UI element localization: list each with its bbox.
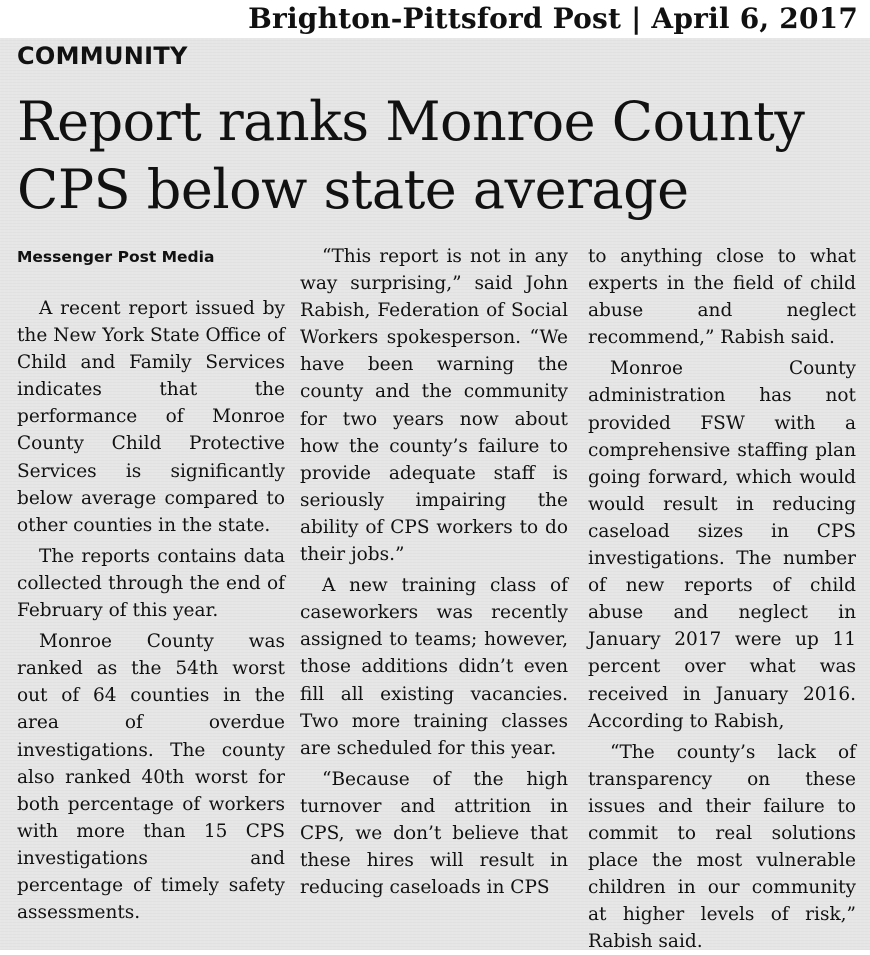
section-label: COMMUNITY (17, 42, 188, 70)
article-column-1 (17, 243, 285, 926)
byline: Messenger Post Media (17, 248, 215, 266)
article-column-2 (300, 243, 568, 901)
paragraph: “This report is not in any way surprising,” said John Rabish, Federation of Social Workers spokesperson. “We have been warning the county and the community for two years now about how the county’s failure to provide adequate staff is seriously impairing the ability of CPS workers to do their jobs.” (300, 246, 568, 566)
headline-line-2: CPS below state average (17, 158, 689, 221)
paragraph: to anything close to what experts in the field of child abuse and neglect recommend,” Rabish said. (588, 246, 856, 349)
paragraph: A new training class of caseworkers was recently assigned to teams; however, those additions didn’t even fill all existing vacancies. Two more training classes are scheduled for this year. (300, 575, 568, 759)
paragraph: Monroe County administration has not provided FSW with a comprehensive staffing plan going forward, which would would result in reducing caseload sizes in CPS investigations. The number of new reports of child abuse and neglect in January 2017 were up 11 percent over what was received in January 2016. According to Rabish, (588, 358, 856, 732)
paragraph: “Because of the high turnover and attrition in CPS, we don’t believe that these hires will result in reducing caseloads in CPS (300, 768, 568, 899)
article-column-3 (588, 243, 856, 955)
headline-line-1: Report ranks Monroe County (17, 90, 805, 153)
headline (17, 88, 862, 224)
paragraph: Monroe County was ranked as the 54th worst out of 64 counties in the area of overdue investigations. The county also ranked 40th worst for both percentage of workers with more than 15 CPS investigations and percentage of timely safety assessments. (17, 631, 285, 924)
paragraph: “The county’s lack of transparency on these issues and their failure to commit to real solutions place the most vulnerable children in our community at higher levels of risk,” Rabish said. (588, 741, 856, 953)
paragraph: The reports contains data collected through the end of February of this year. (17, 545, 285, 622)
masthead: Brighton-Pittsford Post | April 6, 2017 (248, 2, 858, 35)
paragraph: A recent report issued by the New York State Office of Child and Family Services indicates that the performance of Monroe County Child Protective Services is significantly below average compared to other counties in the state. (17, 298, 285, 536)
